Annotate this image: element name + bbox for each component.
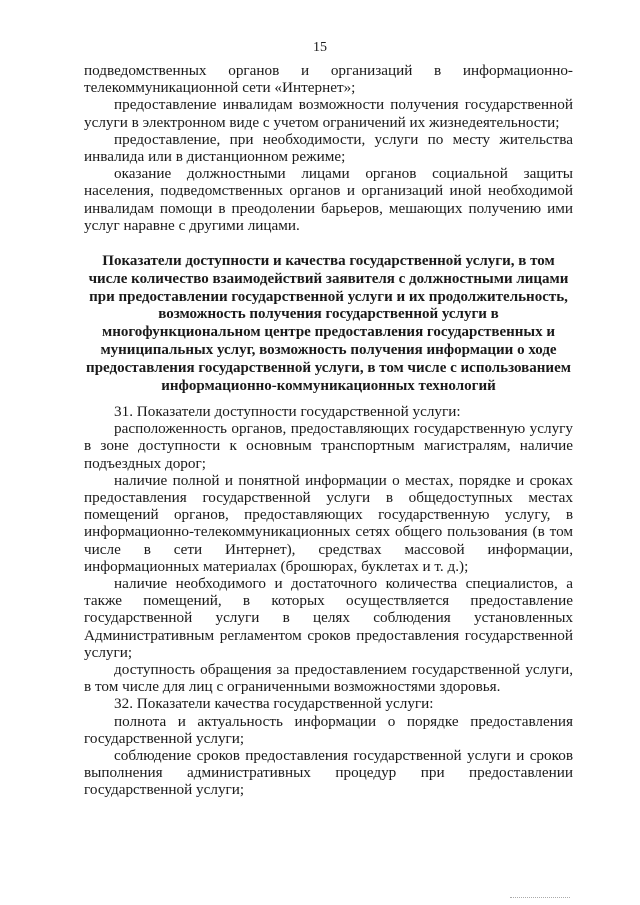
paragraph: доступность обращения за предоставлением государственной услуги, в том числе для лиц с ограниченными возможностями здоровья. [84, 661, 573, 696]
paragraph: расположенность органов, предоставляющих государственную услугу в зоне доступности к основным транспортным магистралям, наличие подъездных дорог; [84, 420, 573, 472]
footer-mark [510, 897, 570, 899]
section-heading: Показатели доступности и качества государственной услуги, в том числе количество взаимодействий заявителя с должностными лицами при предоставлении государственной услуги и их продолжительность, возможность получения государственной услуги в многофункциональном центре предоставления государственных и муниципальных услуг, возможность получения информации о ходе предоставления государственной услуги, в том числе с использованием информационно-коммуникационных технологий [86, 253, 571, 394]
paragraph: 31. Показатели доступности государственной услуги: [114, 403, 461, 420]
paragraph: полнота и актуальность информации о порядке предоставления государственной услуги; [84, 712, 573, 747]
body-text-top [84, 62, 573, 234]
body-text-bottom [84, 403, 573, 799]
paragraph: оказание должностными лицами органов социальной защиты населения, подведомственных органов и организаций иной необходимой инвалидам помощи в преодолении барьеров, мешающих получению ими услуг наравне с другими лицами. [84, 165, 573, 234]
paragraph: соблюдение сроков предоставления государственной услуги и сроков выполнения административных процедур при предоставлении государственной услуги; [84, 747, 573, 799]
paragraph: 32. Показатели качества государственной услуги: [114, 695, 434, 713]
page-number: 15 [313, 40, 327, 55]
paragraph: предоставление инвалидам возможности получения государственной услуги в электронном виде с учетом ограничений их жизнедеятельности; [84, 96, 573, 131]
paragraph: наличие полной и понятной информации о местах, порядке и сроках предоставления государственной услуги в общедоступных местах помещений органов, предоставляющих государственную услугу, в информационно-телекоммуникационных сетях общего пользования (в том числе в сети Интернет), средствах массовой информации, информационных материалах (брошюрах, буклетах и т. д.); [84, 471, 573, 575]
paragraph: предоставление, при необходимости, услуги по месту жительства инвалида или в дистанционном режиме; [84, 130, 573, 166]
paragraph: подведомственных органов и организаций в информационно-телекоммуникационной сети «Интернет»; [84, 62, 573, 97]
paragraph: наличие необходимого и достаточного количества специалистов, а также помещений, в которых осуществляется предоставление государственной услуги в целях соблюдения установленных Административным регламентом сроков предоставления государственной услуги; [84, 575, 573, 661]
